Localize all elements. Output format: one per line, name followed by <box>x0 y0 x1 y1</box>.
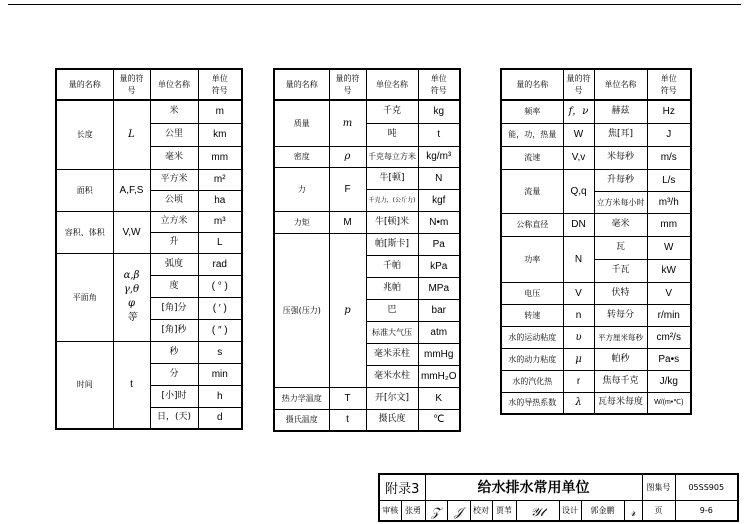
unit-name: 公里 <box>150 123 198 146</box>
reviewer-signature-2: 𝒥 <box>447 500 470 521</box>
quantity-symbol: A,F,S <box>113 169 150 211</box>
table-row <box>501 123 691 146</box>
unit-name: 日，(天) <box>150 407 198 429</box>
unit-name: 毫米水柱 <box>366 365 418 387</box>
quantity-name: 转速 <box>501 304 563 326</box>
table-row <box>501 304 691 326</box>
unit-symbol: mmHg <box>418 343 460 365</box>
quantity-symbol: υ <box>563 326 594 348</box>
unit-symbol: ℃ <box>418 409 460 431</box>
unit-symbol: km <box>198 123 242 146</box>
table-row <box>501 370 691 392</box>
quantity-name: 水的运动粘度 <box>501 326 563 348</box>
table-row <box>501 236 691 259</box>
check-label: 校对 <box>470 500 492 521</box>
quantity-name: 频率 <box>501 100 563 123</box>
quantity-symbol: λ <box>563 392 594 414</box>
table-header-row <box>274 69 460 100</box>
unit-symbol: s <box>198 341 242 363</box>
atlas-number: 05SS905 <box>675 474 738 500</box>
unit-symbol: ( ° ) <box>198 275 242 297</box>
unit-symbol: atm <box>418 321 460 343</box>
quantity-name: 能，功，热量 <box>501 123 563 146</box>
quantity-name: 功率 <box>501 236 563 282</box>
table-row <box>274 167 460 189</box>
unit-symbol: min <box>198 363 242 385</box>
table-row <box>56 100 242 123</box>
units-table-1 <box>55 68 243 430</box>
unit-symbol: mm <box>647 213 691 236</box>
quantity-symbol: n <box>563 304 594 326</box>
table-row <box>274 211 460 233</box>
quantity-symbol: F <box>329 167 366 211</box>
table-row <box>56 253 242 275</box>
quantity-symbol: W <box>563 123 594 146</box>
unit-symbol: kW <box>647 259 691 282</box>
unit-name: 牛[顿]米 <box>366 211 418 233</box>
unit-symbol: r/min <box>647 304 691 326</box>
quantity-name: 压强(压力) <box>274 233 329 387</box>
unit-symbol: m/s <box>647 146 691 169</box>
table-row <box>501 100 691 123</box>
unit-symbol: L <box>198 232 242 253</box>
review-label: 审核 <box>379 500 401 521</box>
table-row <box>501 169 691 191</box>
unit-name: 分 <box>150 363 198 385</box>
quantity-symbol: t <box>329 409 366 431</box>
unit-name: 千瓦 <box>594 259 647 282</box>
unit-name: [角]秒 <box>150 319 198 341</box>
quantity-name: 长度 <box>56 100 113 169</box>
drawing-frame-top-line <box>8 4 741 5</box>
quantity-symbol: N <box>563 236 594 282</box>
unit-symbol: h <box>198 385 242 407</box>
table-row <box>56 169 242 190</box>
quantity-name: 平面角 <box>56 253 113 341</box>
page-number: 9-6 <box>675 500 738 521</box>
table-row <box>501 282 691 304</box>
table-row <box>501 392 691 414</box>
quantity-symbol: V <box>563 282 594 304</box>
unit-name: 千克力，(公斤力) <box>366 189 418 211</box>
quantity-name: 电压 <box>501 282 563 304</box>
unit-symbol: cm²/s <box>647 326 691 348</box>
header-unit-name: 单位名称 <box>366 69 418 100</box>
quantity-symbol: Q,q <box>563 169 594 213</box>
unit-symbol: Pa <box>418 233 460 255</box>
unit-symbol: ha <box>198 190 242 211</box>
quantity-name: 水的动力粘度 <box>501 348 563 370</box>
page-label: 页 <box>642 500 675 521</box>
unit-symbol: Pa•s <box>647 348 691 370</box>
unit-symbol: d <box>198 407 242 429</box>
table-row <box>274 146 460 167</box>
unit-name: 秒 <box>150 341 198 363</box>
quantity-name: 水的导热系数 <box>501 392 563 414</box>
unit-name: 赫兹 <box>594 100 647 123</box>
table-header-row <box>56 69 242 100</box>
table-row <box>56 341 242 363</box>
unit-name: 摄氏度 <box>366 409 418 431</box>
quantity-symbol: ρ <box>329 146 366 167</box>
drawing-title: 给水排水常用单位 <box>425 474 642 500</box>
units-table-3 <box>500 68 692 415</box>
unit-symbol: N <box>418 167 460 189</box>
unit-name: 毫米 <box>594 213 647 236</box>
unit-name: 千帕 <box>366 255 418 277</box>
header-quantity-name: 量的名称 <box>501 69 563 100</box>
unit-symbol: J <box>647 123 691 146</box>
quantity-name: 公称直径 <box>501 213 563 236</box>
unit-name: 米 <box>150 100 198 123</box>
quantity-name: 容积、体积 <box>56 211 113 253</box>
unit-name: 千克每立方米 <box>366 146 418 167</box>
unit-name: 毫米汞柱 <box>366 343 418 365</box>
header-unit-symbol: 单位符号 <box>198 69 242 100</box>
unit-symbol: L/s <box>647 169 691 191</box>
quantity-symbol: L <box>113 100 150 169</box>
table-row <box>501 213 691 236</box>
unit-symbol: N•m <box>418 211 460 233</box>
quantity-symbol: DN <box>563 213 594 236</box>
unit-name: 度 <box>150 275 198 297</box>
unit-symbol: mmH₂O <box>418 365 460 387</box>
unit-name: 千克 <box>366 100 418 123</box>
header-quantity-name: 量的名称 <box>56 69 113 100</box>
unit-symbol: t <box>418 123 460 146</box>
unit-name: 平方米 <box>150 169 198 190</box>
unit-symbol: m <box>198 100 242 123</box>
quantity-symbol: T <box>329 387 366 409</box>
unit-symbol: bar <box>418 299 460 321</box>
title-block <box>378 473 739 522</box>
quantity-name: 热力学温度 <box>274 387 329 409</box>
quantity-symbol: t <box>113 341 150 429</box>
unit-name: 弧度 <box>150 253 198 275</box>
checker-name: 贾苇 <box>492 500 516 521</box>
quantity-name: 流速 <box>501 146 563 169</box>
table-row <box>274 387 460 409</box>
table-row <box>501 348 691 370</box>
table-row <box>274 409 460 431</box>
header-quantity-name: 量的名称 <box>274 69 329 100</box>
unit-name: 焦[耳] <box>594 123 647 146</box>
unit-name: 巴 <box>366 299 418 321</box>
quantity-symbol: V,v <box>563 146 594 169</box>
unit-name: 升每秒 <box>594 169 647 191</box>
atlas-number-label: 图集号 <box>642 474 675 500</box>
appendix-label: 附录3 <box>379 474 425 500</box>
quantity-symbol: α,β γ,θ φ等 <box>113 253 150 341</box>
title-block-top-row <box>379 474 738 500</box>
reviewer-signature: 𝒵 <box>425 500 447 521</box>
design-label: 设计 <box>559 500 581 521</box>
quantity-symbol: f，ν <box>563 100 594 123</box>
quantity-name: 水的汽化热 <box>501 370 563 392</box>
unit-name: 平方厘米每秒 <box>594 326 647 348</box>
unit-name: 米每秒 <box>594 146 647 169</box>
quantity-symbol: V,W <box>113 211 150 253</box>
unit-name: 升 <box>150 232 198 253</box>
unit-name: 立方米每小时 <box>594 191 647 213</box>
unit-name: 开[尔文] <box>366 387 418 409</box>
unit-symbol: rad <box>198 253 242 275</box>
unit-symbol: mm <box>198 146 242 169</box>
unit-name: 瓦每米每度 <box>594 392 647 414</box>
unit-symbol: kgf <box>418 189 460 211</box>
quantity-name: 面积 <box>56 169 113 211</box>
units-table-2 <box>273 68 461 432</box>
unit-name: 伏特 <box>594 282 647 304</box>
unit-symbol: m² <box>198 169 242 190</box>
unit-name: [角]分 <box>150 297 198 319</box>
quantity-name: 流量 <box>501 169 563 213</box>
unit-symbol: W <box>647 236 691 259</box>
unit-name: 焦每千克 <box>594 370 647 392</box>
table-row <box>501 326 691 348</box>
unit-name: 牛[顿] <box>366 167 418 189</box>
unit-symbol: kg <box>418 100 460 123</box>
unit-name: 立方米 <box>150 211 198 232</box>
unit-name: 标准大气压 <box>366 321 418 343</box>
quantity-name: 力矩 <box>274 211 329 233</box>
quantity-name: 密度 <box>274 146 329 167</box>
table-header-row <box>501 69 691 100</box>
header-quantity-symbol: 量的符号 <box>563 69 594 100</box>
reviewer-name: 张勇 <box>401 500 425 521</box>
quantity-symbol: M <box>329 211 366 233</box>
table-row <box>501 146 691 169</box>
quantity-name: 摄氏温度 <box>274 409 329 431</box>
designer-signature: 𝓇 <box>624 500 642 521</box>
header-unit-name: 单位名称 <box>594 69 647 100</box>
quantity-symbol: m <box>329 100 366 146</box>
unit-name: 公顷 <box>150 190 198 211</box>
table-row <box>56 211 242 232</box>
unit-name: 帕秒 <box>594 348 647 370</box>
header-unit-symbol: 单位符号 <box>418 69 460 100</box>
quantity-name: 力 <box>274 167 329 211</box>
header-quantity-symbol: 量的符号 <box>113 69 150 100</box>
unit-name: 转每分 <box>594 304 647 326</box>
header-unit-name: 单位名称 <box>150 69 198 100</box>
unit-name: 毫米 <box>150 146 198 169</box>
unit-name: [小]时 <box>150 385 198 407</box>
unit-symbol: W/(m•℃) <box>647 392 691 414</box>
unit-symbol: K <box>418 387 460 409</box>
designer-name: 郭金鹏 <box>581 500 624 521</box>
unit-name: 吨 <box>366 123 418 146</box>
quantity-symbol: r <box>563 370 594 392</box>
table-row <box>274 233 460 255</box>
unit-symbol: J/kg <box>647 370 691 392</box>
quantity-symbol: p <box>329 233 366 387</box>
quantity-name: 时间 <box>56 341 113 429</box>
unit-name: 瓦 <box>594 236 647 259</box>
title-block-signature-row <box>379 500 738 521</box>
unit-symbol: kPa <box>418 255 460 277</box>
unit-name: 帕[斯卡] <box>366 233 418 255</box>
unit-symbol: kg/m³ <box>418 146 460 167</box>
unit-symbol: MPa <box>418 277 460 299</box>
quantity-name: 质量 <box>274 100 329 146</box>
unit-symbol: ( ″ ) <box>198 319 242 341</box>
unit-symbol: ( ′ ) <box>198 297 242 319</box>
unit-symbol: m³/h <box>647 191 691 213</box>
unit-symbol: Hz <box>647 100 691 123</box>
checker-signature: 𝒴𝓉 <box>516 500 559 521</box>
table-row <box>274 100 460 123</box>
header-quantity-symbol: 量的符号 <box>329 69 366 100</box>
unit-name: 兆帕 <box>366 277 418 299</box>
unit-symbol: m³ <box>198 211 242 232</box>
unit-symbol: V <box>647 282 691 304</box>
header-unit-symbol: 单位符号 <box>647 69 691 100</box>
quantity-symbol: μ <box>563 348 594 370</box>
